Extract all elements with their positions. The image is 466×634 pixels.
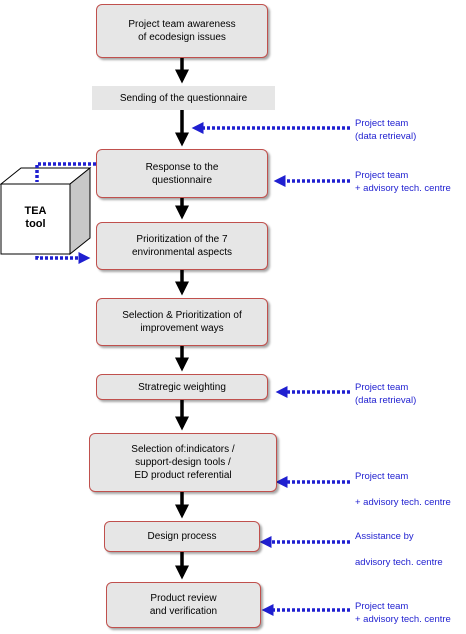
- step-strategic-weighting: Stratregic weighting: [96, 374, 268, 400]
- step-prioritization-aspects: Prioritization of the 7 environmental aspects: [96, 222, 268, 270]
- step-response-questionnaire: Response to the questionnaire: [96, 149, 268, 198]
- step-design-process: Design process: [104, 521, 260, 552]
- tea-tool-label: TEA tool: [24, 205, 47, 230]
- note-project-team-data-2: Project team (data retrieval): [355, 382, 417, 406]
- note-project-team-advisory-3: Project team + advisory tech. centre: [355, 601, 451, 625]
- step-awareness: Project team awareness of ecodesign issues: [96, 4, 268, 58]
- note-project-team-data-1: Project team (data retrieval): [355, 118, 417, 142]
- step-selection-improvement: Selection & Prioritization of improvement ways: [96, 298, 268, 346]
- step-sending-questionnaire: Sending of the questionnaire: [92, 86, 275, 110]
- tea-connector-bottom: [37, 256, 82, 258]
- note-project-team-advisory-1: Project team + advisory tech. centre: [355, 170, 451, 194]
- note-project-team-advisory-2: Project team + advisory tech. centre: [355, 471, 451, 508]
- note-assistance-advisory: Assistance by advisory tech. centre: [355, 531, 443, 568]
- step-selection-indicators: Selection of:indicators / support-design tools / ED product referential: [89, 433, 277, 492]
- step-product-review: Product review and verification: [106, 582, 261, 628]
